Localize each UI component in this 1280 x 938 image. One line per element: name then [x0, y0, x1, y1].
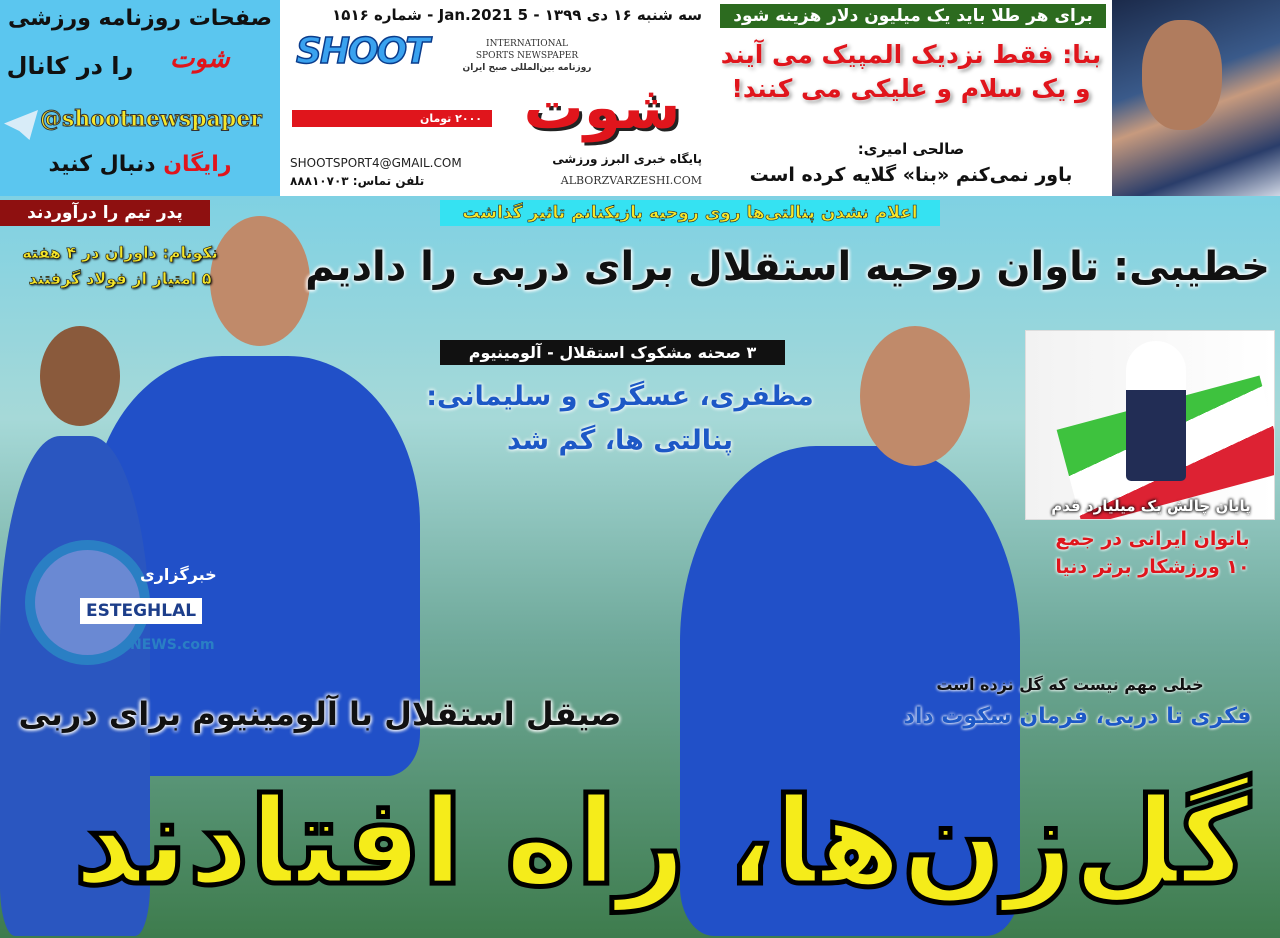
promo-follow: دنبال کنید — [48, 152, 156, 177]
photo-face — [1142, 20, 1222, 130]
inset-photo — [1025, 330, 1275, 520]
promo-line-4 — [0, 152, 280, 177]
center-blue-headline — [420, 375, 820, 463]
center-kicker: اعلام نشدن پنالتی‌ها روی روحیه بازیکنانم تاثیر گذاشت — [440, 200, 940, 226]
left-story-line-2: ۵ امتیاز از فولاد گرفتند — [28, 269, 212, 288]
top-story-sub-1: صالحی امیری: — [857, 140, 965, 158]
watermark-logo — [20, 540, 230, 670]
price-label: ۲۰۰۰ تومان — [292, 110, 492, 127]
site-name: پایگاه خبری البرز ورزشی — [552, 152, 702, 166]
headline-line-2: و یک سلام و علیکی می کنند! — [731, 74, 1091, 103]
right-red-headline — [1030, 525, 1275, 581]
phone: تلفن تماس: ۸۸۸۱۰۷۰۳ — [290, 174, 425, 188]
watermark-fa: خبرگزاری — [140, 565, 217, 584]
top-story-kicker: برای هر طلا باید یک میلیون دلار هزینه شود — [720, 4, 1106, 28]
watermark-news: NEWS.com — [130, 637, 215, 653]
player-right-head — [860, 326, 970, 466]
masthead-tagline — [452, 38, 602, 74]
email: SHOOTSPORT4@GMAIL.COM — [290, 156, 462, 170]
issue-date: سه شنبه ۱۶ دی ۱۳۹۹ - 5 Jan.2021 - شماره ۱۵۱۶ — [332, 6, 702, 24]
promo-free: رایگان — [163, 152, 232, 177]
main-headline: گل‌زن‌ها، راه افتادند — [73, 773, 1250, 912]
logo-english: SHOOT — [296, 31, 428, 72]
tagline-fa: روزنامه بین‌المللی صبح ایران — [462, 63, 592, 73]
main-subheadline: صیقل استقلال با آلومینیوم برای دربی — [18, 695, 622, 733]
center-headline: خطیبی: تاوان روحیه استقلال برای دربی را دادیم — [305, 244, 1270, 290]
top-story-headline — [712, 38, 1110, 106]
logo-persian: شوت — [523, 73, 681, 143]
center-label: ۳ صحنه مشکوک استقلال - آلومینیوم — [440, 340, 785, 365]
promo-line-2: را در کانال — [6, 52, 134, 80]
promo-handle[interactable]: @shootnewspaper — [40, 106, 262, 132]
left-story — [0, 240, 240, 292]
player-back-head — [40, 326, 120, 426]
red-line-2: ۱۰ ورزشکار برتر دنیا — [1055, 556, 1250, 578]
top-story-photo — [1112, 0, 1280, 196]
promo-logo: شوت — [170, 44, 230, 74]
top-story — [712, 0, 1110, 196]
telegram-promo[interactable] — [0, 0, 280, 196]
blue-line-1: مظفری، عسگری و سلیمانی: — [426, 381, 814, 412]
watermark-en: ESTEGHLAL — [80, 598, 202, 624]
right-blue-headline: فکری تا دربی، فرمان سکوت داد — [903, 704, 1252, 729]
athlete — [1126, 341, 1186, 481]
site-url: ALBORZVARZESHI.COM — [560, 174, 702, 187]
left-red-box: پدر تیم را درآوردند — [0, 200, 210, 226]
tagline-1: INTERNATIONAL — [486, 39, 568, 49]
top-story-sub-2: باور نمی‌کنم «بنا» گلایه کرده است — [749, 164, 1073, 186]
left-story-line-1: نکونام: داوران در ۴ هفته — [22, 243, 218, 262]
tagline-2: SPORTS NEWSPAPER — [475, 51, 579, 61]
telegram-icon — [4, 110, 38, 140]
red-line-1: بانوان ایرانی در جمع — [1055, 528, 1250, 550]
inset-caption: پایان چالش یک میلیارد قدم — [1051, 497, 1251, 515]
blue-line-2: پنالتی ها، گم شد — [506, 425, 734, 456]
promo-line-1: صفحات روزنامه ورزشی — [7, 6, 273, 31]
headline-line-1: بنا: فقط نزدیک المپیک می آیند — [720, 40, 1102, 69]
right-kicker: خیلی مهم نیست که گل نزده است — [936, 675, 1204, 694]
masthead — [282, 0, 710, 196]
